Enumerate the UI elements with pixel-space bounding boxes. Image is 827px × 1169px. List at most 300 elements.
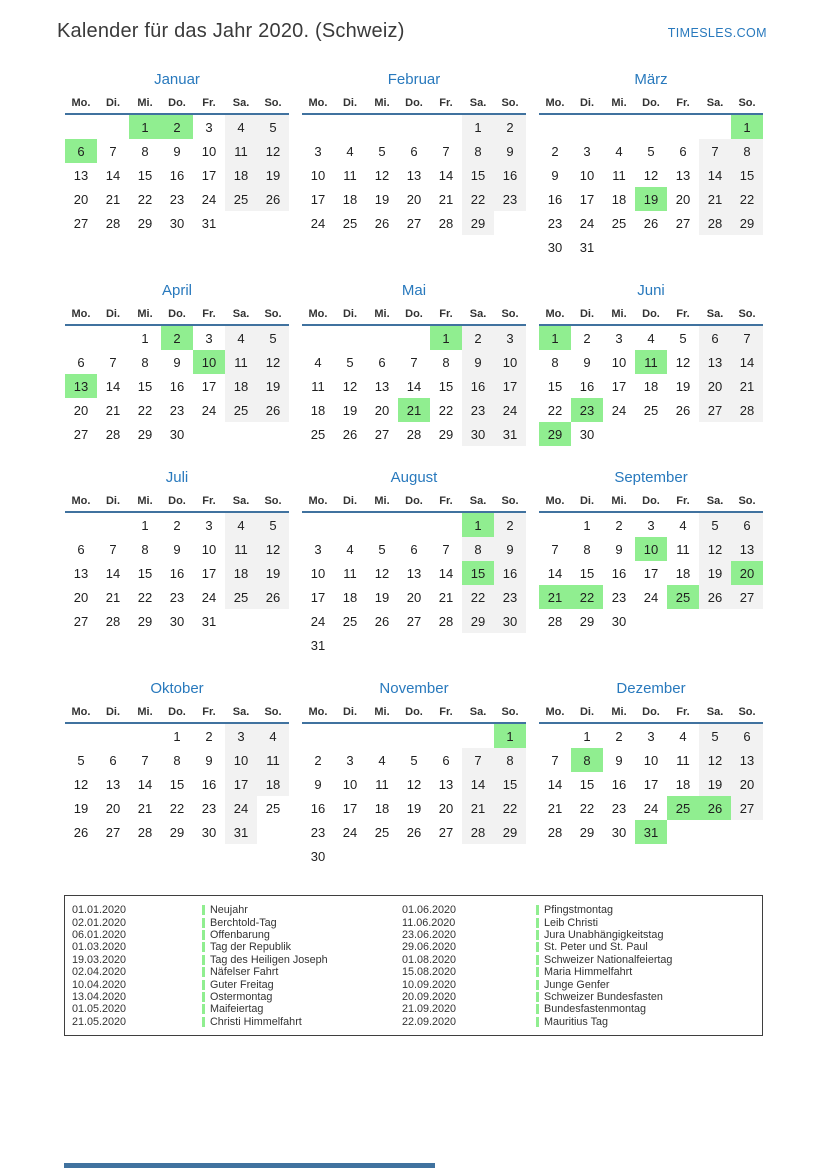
month-title[interactable]: Oktober: [150, 680, 204, 697]
weekday-label: Do.: [405, 97, 423, 109]
month-title[interactable]: März: [634, 71, 668, 88]
day-cell: 20: [675, 191, 691, 207]
day-cell: 11: [225, 139, 257, 163]
day-cell: 5: [378, 143, 386, 159]
day-cell: 12: [257, 350, 289, 374]
day-cell: 6: [77, 354, 85, 370]
weekday-label: Fr.: [439, 495, 453, 507]
day-cell: 4: [346, 541, 354, 557]
day-cell: 21: [105, 191, 121, 207]
weekday-label: Mi.: [611, 97, 627, 109]
day-cell: 24: [225, 796, 257, 820]
weekday-label: Mi.: [137, 308, 153, 320]
day-cell: 29: [169, 824, 185, 840]
month-title[interactable]: Januar: [154, 71, 200, 88]
weekday-label: Mo.: [545, 706, 565, 718]
day-cell: 31: [201, 613, 217, 629]
weekday-label: Mo.: [545, 495, 565, 507]
weekday-label: Mo.: [545, 97, 565, 109]
weekday-label: Mo.: [71, 495, 91, 507]
weekday-label: Fr.: [202, 706, 216, 718]
day-cell: 11: [676, 752, 690, 768]
day-cell: 26: [374, 613, 390, 629]
holiday-marker-icon: [202, 992, 205, 1002]
holiday-name: [202, 991, 402, 1003]
holiday-marker-icon: [202, 942, 205, 952]
day-cell: 25: [225, 187, 257, 211]
weekday-label: Fr.: [439, 308, 453, 320]
day-cell: 24: [201, 191, 217, 207]
day-cell: 12: [73, 776, 89, 792]
day-cell: 21: [105, 402, 121, 418]
empty-cell: [257, 820, 289, 844]
day-cell: 22: [547, 402, 563, 418]
weekday-label: Di.: [105, 706, 121, 718]
day-cell: 7: [410, 354, 418, 370]
holiday-marker-icon: [202, 1004, 205, 1014]
month-days: [302, 513, 526, 657]
day-cell: 27: [675, 215, 691, 231]
day-cell: 1: [731, 115, 763, 139]
day-cell: 18: [225, 561, 257, 585]
day-cell: 8: [141, 354, 149, 370]
day-cell: 31: [494, 422, 526, 446]
day-cell: 1: [583, 728, 591, 744]
day-cell: 28: [547, 824, 563, 840]
day-cell: 22: [137, 191, 153, 207]
empty-cell: [334, 724, 366, 748]
day-cell: 28: [438, 613, 454, 629]
day-cell: 26: [257, 398, 289, 422]
month-days: [65, 326, 289, 446]
day-cell: 8: [462, 537, 494, 561]
day-cell: 4: [378, 752, 386, 768]
weekday-header-row: [65, 93, 289, 115]
day-cell: 23: [571, 398, 603, 422]
empty-cell: [398, 326, 430, 350]
empty-cell: [462, 633, 494, 657]
day-cell: 29: [539, 422, 571, 446]
month-block: [539, 469, 763, 633]
empty-cell: [699, 115, 731, 139]
day-cell: 8: [731, 139, 763, 163]
weekday-label: Do.: [168, 97, 186, 109]
empty-cell: [302, 513, 334, 537]
day-cell: 20: [731, 561, 763, 585]
day-cell: 8: [173, 752, 181, 768]
day-cell: 1: [462, 115, 494, 139]
holiday-name-label: St. Peter und St. Paul: [544, 941, 648, 954]
day-cell: 30: [547, 239, 563, 255]
day-cell: 16: [310, 800, 326, 816]
month-days: [539, 724, 763, 844]
day-cell: 17: [643, 565, 659, 581]
empty-cell: [366, 326, 398, 350]
empty-cell: [731, 422, 763, 446]
weekday-header-row: [539, 702, 763, 724]
month-title[interactable]: November: [379, 680, 449, 697]
holiday-marker-icon: [536, 980, 539, 990]
empty-cell: [603, 115, 635, 139]
day-cell: 28: [105, 613, 121, 629]
day-cell: 30: [310, 848, 326, 864]
day-cell: 20: [73, 589, 89, 605]
day-cell: 26: [374, 215, 390, 231]
day-cell: 29: [462, 211, 494, 235]
month-days: [539, 513, 763, 633]
day-cell: 26: [406, 824, 422, 840]
empty-cell: [366, 844, 398, 868]
day-cell: 27: [731, 796, 763, 820]
weekday-header-row: [65, 491, 289, 513]
day-cell: 22: [137, 402, 153, 418]
day-cell: 11: [635, 350, 667, 374]
day-cell: 13: [105, 776, 121, 792]
weekday-label: Sa.: [469, 308, 487, 320]
holiday-name-label: Ostermontag: [210, 990, 273, 1003]
month-days: [302, 724, 526, 868]
day-cell: 25: [342, 613, 358, 629]
day-cell: 15: [494, 772, 526, 796]
day-cell: 29: [137, 215, 153, 231]
day-cell: 10: [310, 167, 326, 183]
month-title[interactable]: September: [614, 469, 688, 486]
day-cell: 16: [611, 776, 627, 792]
day-cell: 15: [438, 378, 454, 394]
day-cell: 15: [462, 163, 494, 187]
weekday-label: Di.: [579, 97, 595, 109]
day-cell: 25: [667, 585, 699, 609]
day-cell: 21: [462, 796, 494, 820]
day-cell: 8: [551, 354, 559, 370]
weekday-label: Fr.: [676, 308, 690, 320]
weekday-label: Di.: [105, 495, 121, 507]
holiday-marker-icon: [536, 905, 539, 915]
day-cell: 5: [679, 330, 687, 346]
day-cell: 20: [406, 191, 422, 207]
weekday-label: Mi.: [137, 97, 153, 109]
weekday-header-row: [302, 491, 526, 513]
day-cell: 6: [410, 143, 418, 159]
day-cell: 28: [438, 215, 454, 231]
empty-cell: [462, 844, 494, 868]
day-cell: 25: [225, 398, 257, 422]
empty-cell: [635, 422, 667, 446]
day-cell: 3: [314, 143, 322, 159]
month-block: [65, 680, 289, 844]
holiday-name-label: Junge Genfer: [544, 978, 610, 991]
day-cell: 22: [731, 187, 763, 211]
weekday-label: So.: [738, 495, 756, 507]
holiday-name: [536, 1016, 762, 1028]
day-cell: 7: [731, 326, 763, 350]
holiday-name: [536, 941, 762, 953]
day-cell: 8: [141, 143, 149, 159]
day-cell: 2: [205, 728, 213, 744]
holiday-date: 10.09.2020: [402, 978, 457, 991]
day-cell: 10: [611, 354, 627, 370]
holiday-name-label: Christi Himmelfahrt: [210, 1015, 302, 1028]
day-cell: 14: [137, 776, 153, 792]
day-cell: 5: [77, 752, 85, 768]
empty-cell: [603, 422, 635, 446]
weekday-label: Mi.: [374, 495, 390, 507]
day-cell: 28: [406, 426, 422, 442]
day-cell: 6: [109, 752, 117, 768]
month-title[interactable]: Juli: [165, 469, 189, 486]
empty-cell: [225, 211, 257, 235]
day-cell: 15: [137, 565, 153, 581]
month-block: [302, 469, 526, 657]
weekday-label: Di.: [579, 495, 595, 507]
day-cell: 24: [643, 589, 659, 605]
day-cell: 27: [699, 398, 731, 422]
day-cell: 7: [551, 541, 559, 557]
day-cell: 20: [73, 402, 89, 418]
month-days: [65, 513, 289, 633]
day-cell: 2: [583, 330, 591, 346]
day-cell: 1: [583, 517, 591, 533]
day-cell: 2: [462, 326, 494, 350]
day-cell: 19: [675, 378, 691, 394]
weekday-label: Di.: [342, 495, 358, 507]
weekday-label: Sa.: [469, 706, 487, 718]
weekday-label: So.: [264, 495, 282, 507]
empty-cell: [667, 609, 699, 633]
day-cell: 29: [579, 824, 595, 840]
day-cell: 11: [225, 537, 257, 561]
day-cell: 23: [169, 402, 185, 418]
day-cell: 4: [314, 354, 322, 370]
day-cell: 10: [635, 537, 667, 561]
day-cell: 12: [406, 776, 422, 792]
weekday-header-row: [65, 702, 289, 724]
day-cell: 15: [137, 378, 153, 394]
empty-cell: [302, 724, 334, 748]
day-cell: 7: [109, 143, 117, 159]
day-cell: 31: [310, 637, 326, 653]
day-cell: 5: [257, 513, 289, 537]
day-cell: 21: [539, 585, 571, 609]
weekday-header-row: [302, 304, 526, 326]
weekday-label: Di.: [342, 706, 358, 718]
day-cell: 29: [494, 820, 526, 844]
weekday-label: Di.: [579, 308, 595, 320]
day-cell: 14: [547, 565, 563, 581]
day-cell: 2: [494, 115, 526, 139]
day-cell: 30: [169, 613, 185, 629]
day-cell: 6: [731, 724, 763, 748]
day-cell: 2: [615, 517, 623, 533]
holiday-marker-icon: [202, 955, 205, 965]
month-title[interactable]: Februar: [387, 71, 441, 88]
holiday-name-label: Pfingstmontag: [544, 904, 614, 917]
day-cell: 14: [438, 565, 454, 581]
weekday-label: Sa.: [706, 308, 724, 320]
empty-cell: [97, 513, 129, 537]
month-title[interactable]: Juni: [637, 282, 665, 299]
day-cell: 5: [378, 541, 386, 557]
empty-cell: [699, 422, 731, 446]
empty-cell: [667, 235, 699, 259]
day-cell: 10: [342, 776, 358, 792]
day-cell: 26: [257, 585, 289, 609]
empty-cell: [430, 513, 462, 537]
holiday-name: [202, 979, 402, 991]
months-grid: [65, 71, 827, 868]
day-cell: 7: [442, 541, 450, 557]
day-cell: 13: [438, 776, 454, 792]
day-cell: 12: [342, 378, 358, 394]
day-cell: 25: [225, 585, 257, 609]
holiday-name-label: Schweizer Nationalfeiertag: [544, 953, 673, 966]
day-cell: 4: [647, 330, 655, 346]
day-cell: 1: [173, 728, 181, 744]
month-block: [302, 71, 526, 235]
page-title: Kalender für das Jahr 2020. (Schweiz): [57, 20, 405, 42]
day-cell: 12: [257, 139, 289, 163]
day-cell: 27: [406, 215, 422, 231]
page-header: [0, 0, 827, 43]
day-cell: 12: [699, 537, 731, 561]
empty-cell: [539, 115, 571, 139]
holiday-marker-icon: [202, 1017, 205, 1027]
empty-cell: [65, 513, 97, 537]
day-cell: 18: [225, 163, 257, 187]
day-cell: 23: [169, 589, 185, 605]
day-cell: 26: [73, 824, 89, 840]
day-cell: 21: [137, 800, 153, 816]
day-cell: 13: [675, 167, 691, 183]
day-cell: 21: [105, 589, 121, 605]
day-cell: 20: [438, 800, 454, 816]
empty-cell: [398, 844, 430, 868]
day-cell: 23: [611, 800, 627, 816]
day-cell: 25: [643, 402, 659, 418]
weekday-label: Sa.: [706, 97, 724, 109]
day-cell: 16: [201, 776, 217, 792]
day-cell: 15: [579, 565, 595, 581]
day-cell: 18: [225, 374, 257, 398]
month-block: [65, 469, 289, 633]
day-cell: 16: [611, 565, 627, 581]
day-cell: 27: [73, 426, 89, 442]
day-cell: 17: [310, 191, 326, 207]
empty-cell: [731, 609, 763, 633]
empty-cell: [430, 633, 462, 657]
day-cell: 17: [342, 800, 358, 816]
day-cell: 19: [406, 800, 422, 816]
day-cell: 24: [579, 215, 595, 231]
holiday-marker-icon: [536, 918, 539, 928]
holiday-date: 10.04.2020: [72, 978, 127, 991]
day-cell: 29: [438, 426, 454, 442]
day-cell: 18: [310, 402, 326, 418]
day-cell: 1: [462, 513, 494, 537]
day-cell: 14: [438, 167, 454, 183]
empty-cell: [97, 115, 129, 139]
empty-cell: [334, 844, 366, 868]
month-title[interactable]: April: [161, 282, 192, 299]
weekday-label: Do.: [642, 308, 660, 320]
weekday-label: So.: [501, 495, 519, 507]
day-cell: 31: [635, 820, 667, 844]
day-cell: 20: [699, 374, 731, 398]
day-cell: 5: [346, 354, 354, 370]
site-link[interactable]: TIMESLES.COM: [667, 26, 767, 40]
day-cell: 1: [539, 326, 571, 350]
day-cell: 24: [201, 589, 217, 605]
holiday-marker-icon: [536, 930, 539, 940]
empty-cell: [97, 326, 129, 350]
day-cell: 18: [675, 565, 691, 581]
weekday-label: Mo.: [308, 495, 328, 507]
empty-cell: [539, 724, 571, 748]
day-cell: 16: [462, 374, 494, 398]
day-cell: 17: [225, 772, 257, 796]
day-cell: 5: [257, 115, 289, 139]
weekday-label: Do.: [168, 308, 186, 320]
month-title[interactable]: Mai: [401, 282, 427, 299]
day-cell: 2: [161, 326, 193, 350]
month-title[interactable]: Dezember: [616, 680, 686, 697]
day-cell: 2: [615, 728, 623, 744]
empty-cell: [257, 211, 289, 235]
day-cell: 30: [611, 613, 627, 629]
holiday-date: 20.09.2020: [402, 990, 457, 1003]
weekday-header-row: [539, 491, 763, 513]
holiday-marker-icon: [202, 930, 205, 940]
day-cell: 8: [442, 354, 450, 370]
holiday-name-label: Neujahr: [210, 904, 248, 917]
day-cell: 30: [201, 824, 217, 840]
holiday-name: [202, 1003, 402, 1015]
day-cell: 23: [462, 398, 494, 422]
day-cell: 14: [406, 378, 422, 394]
day-cell: 1: [141, 517, 149, 533]
day-cell: 30: [169, 215, 185, 231]
day-cell: 2: [161, 115, 193, 139]
empty-cell: [334, 326, 366, 350]
day-cell: 11: [612, 167, 626, 183]
month-title[interactable]: August: [390, 469, 438, 486]
day-cell: 11: [343, 167, 357, 183]
day-cell: 10: [579, 167, 595, 183]
holiday-marker-icon: [536, 942, 539, 952]
day-cell: 16: [494, 163, 526, 187]
empty-cell: [571, 115, 603, 139]
day-cell: 27: [73, 215, 89, 231]
day-cell: 5: [410, 752, 418, 768]
day-cell: 7: [462, 748, 494, 772]
empty-cell: [731, 235, 763, 259]
day-cell: 16: [169, 167, 185, 183]
empty-cell: [603, 235, 635, 259]
weekday-header-row: [539, 304, 763, 326]
day-cell: 19: [374, 191, 390, 207]
day-cell: 13: [374, 378, 390, 394]
weekday-label: So.: [738, 97, 756, 109]
weekday-label: Sa.: [706, 706, 724, 718]
weekday-label: Fr.: [202, 308, 216, 320]
day-cell: 30: [169, 426, 185, 442]
empty-cell: [699, 235, 731, 259]
day-cell: 23: [547, 215, 563, 231]
empty-cell: [430, 844, 462, 868]
day-cell: 3: [615, 330, 623, 346]
day-cell: 20: [731, 772, 763, 796]
weekday-label: So.: [738, 308, 756, 320]
